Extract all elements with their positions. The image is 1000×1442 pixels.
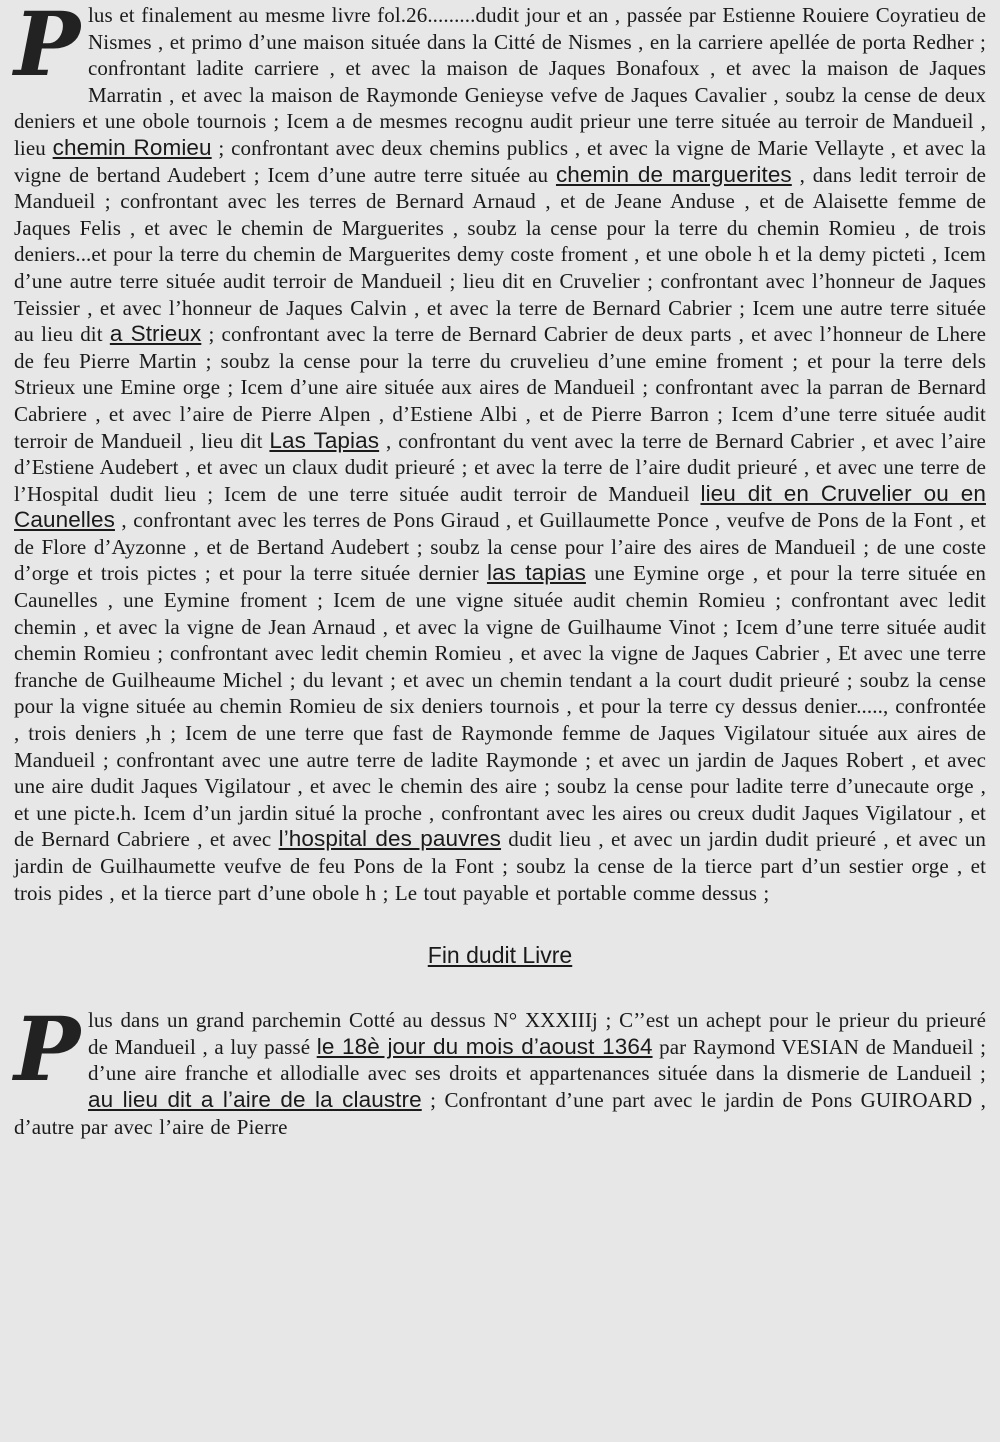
text-run: une Eymine orge , et pour la terre située en Caunelles , une Eymine froment ; Icem de une vigne située audit chemin Romieu ; confrontant avec ledit chemin , et avec la vigne de Jean Arnaud , et avec la vigne de Guilhaume Vinot ; Icem d’une terre située audit chemin Romieu ; confrontant avec ledit chemin Romieu , et avec la vigne de Jaques Cabrier , Et avec une terre franche de Guilheaume Michel ; du levant ; et avec un chemin tendant a la court dudit prieuré ; soubz la cense pour la vigne située au chemin Romieu de six deniers tournois , et pour la terre cy dessus denier....., confrontée , trois deniers ,h ; Icem de une terre que fast de Raymonde femme de Jaques Vigilatour située aux aires de Mandueil ; confrontant avec une autre terre de ladite Raymonde ; et avec un jardin de Jaques Robert , et avec une aire dudit Jaques Vigilatour , et avec le chemin des aire ; soubz la cense pour ladite terre d’unecaute orge , et une picte.h. Icem d’un jardin situé la proche , confrontant avec les aires ou creux dudit Jaques Vigilatour , et de Bernard Cabriere , et avec bbox=[14, 561, 986, 852]
underlined-place-name: las tapias bbox=[486, 560, 586, 586]
underlined-place-name: lieu dit en Cruvelier ou en Caunelles bbox=[14, 480, 986, 533]
text-run: ; confrontant avec deux chemins publics , et avec la vigne de Marie Vellayte , et avec la vigne de bertand Audebert ; Icem d’une autre terre située au bbox=[14, 135, 986, 187]
text-run: par Raymond VESIAN de Mandueil ; d’une aire franche et allodialle avec ses droits et appartenances située dans la dismerie de Landueil ; bbox=[88, 1034, 987, 1086]
underlined-place-name: le 18è jour du mois d’aoust 1364 bbox=[316, 1033, 653, 1059]
text-run: lus et finalement au mesme livre fol.26.........dudit jour et an , passée par Estienne Rouiere Coyratieu de Nismes , et primo d’une maison située dans la Citté de Nismes , en la carriere apellée de porta Redher ; confrontant ladite carriere , et avec la maison de Jaques Bonafoux , et avec la maison de Jaques Marratin , et avec la maison de Raymonde Genieyse vefve de Jaques Cavalier , soubz la cense de deux deniers et une obole tournois ; Icem a de mesmes recognu audit prieur une terre située au terroir de Mandueil , lieu bbox=[14, 3, 986, 160]
underlined-place-name: l’hospital des pauvres bbox=[278, 826, 502, 852]
text-run: , confrontant avec les terres de Pons Giraud , et Guillaumette Ponce , veufve de Pons de la Font , et de Flore d’Ayzonne , et de Bertand Audebert ; soubz la cense pour l’aire des aires de Mandueil ; de une coste d’orge et trois pictes ; et pour la terre située dernier bbox=[14, 508, 986, 586]
underlined-place-name: a Strieux bbox=[109, 321, 202, 347]
drop-cap-initial: P bbox=[14, 0, 81, 96]
text-run: ; confrontant avec la terre de Bernard Cabrier de deux parts , et avec l’honneur de Lhere de feu Pierre Martin ; soubz la cense pour la terre du cruvelieu d’une emine froment ; et pour la terre dels Strieux une Emine orge ; Icem d’une aire située aux aires de Mandueil ; confrontant avec la parran de Bernard Cabriere , et avec l’aire de Pierre Alpen , d’Estiene Albi , et de Pierre Barron ; Icem d’une terre située audit terroir de Mandueil , lieu dit bbox=[14, 322, 987, 453]
underlined-place-name: Las Tapias bbox=[269, 427, 380, 453]
text-run: lus dans un grand parchemin Cotté au dessus N° XXXIIIj ; C’’est un achept pour le prieur du prieuré de Mandueil , a luy passé bbox=[88, 1008, 986, 1059]
text-run: , confrontant du vent avec la terre de Bernard Cabrier , et avec l’aire d’Estiene Audebert , et avec un claux dudit prieuré ; et avec la terre de l’aire dudit prieuré , et avec une terre de l’Hospital dudit lieu ; Icem de une terre située audit terroir de Mandueil bbox=[14, 428, 986, 506]
underlined-place-name: chemin Romieu bbox=[52, 134, 212, 160]
text-run: , dans ledit terroir de Mandueil ; confrontant avec les terres de Bernard Arnaud , et de Jeane Anduse , et de Alaisette femme de Jaques Felis , et avec le chemin de Marguerites , soubz la cense pour la terre du chemin Romieu , de trois deniers...et pour la terre du chemin de Marguerites demy coste froment , et une obole h et la demy picteti , Icem d’une autre terre située audit terroir de Mandueil ; lieu dit en Cruvelier ; confrontant avec l’honneur de Jaques Teissier , et avec l’honneur de Jaques Calvin , et avec la terre de Bernard Cabrier ; Icem une autre terre située au lieu dit bbox=[14, 162, 986, 347]
paragraph-1 bbox=[14, 2, 986, 906]
underlined-place-name: au lieu dit a l’aire de la claustre bbox=[88, 1086, 422, 1112]
text-run: dudit lieu , et avec un jardin dudit prieuré , et avec un jardin de Guilhaumette veufve de feu Pons de la Font ; soubz la cense de la tierce part d’un sestier orge , et trois pides , et la tierce part d’une obole h ; Le tout payable et portable comme dessus ; bbox=[14, 827, 986, 905]
drop-cap-initial: P bbox=[14, 997, 81, 1102]
text-run: ; Confrontant d’une part avec le jardin de Pons GUIROARD , d’autre par avec l’aire de Pierre bbox=[14, 1087, 986, 1139]
section-heading: Fin dudit Livre bbox=[427, 942, 573, 969]
paragraph-2 bbox=[14, 997, 987, 1140]
underlined-place-name: chemin de marguerites bbox=[555, 161, 792, 187]
